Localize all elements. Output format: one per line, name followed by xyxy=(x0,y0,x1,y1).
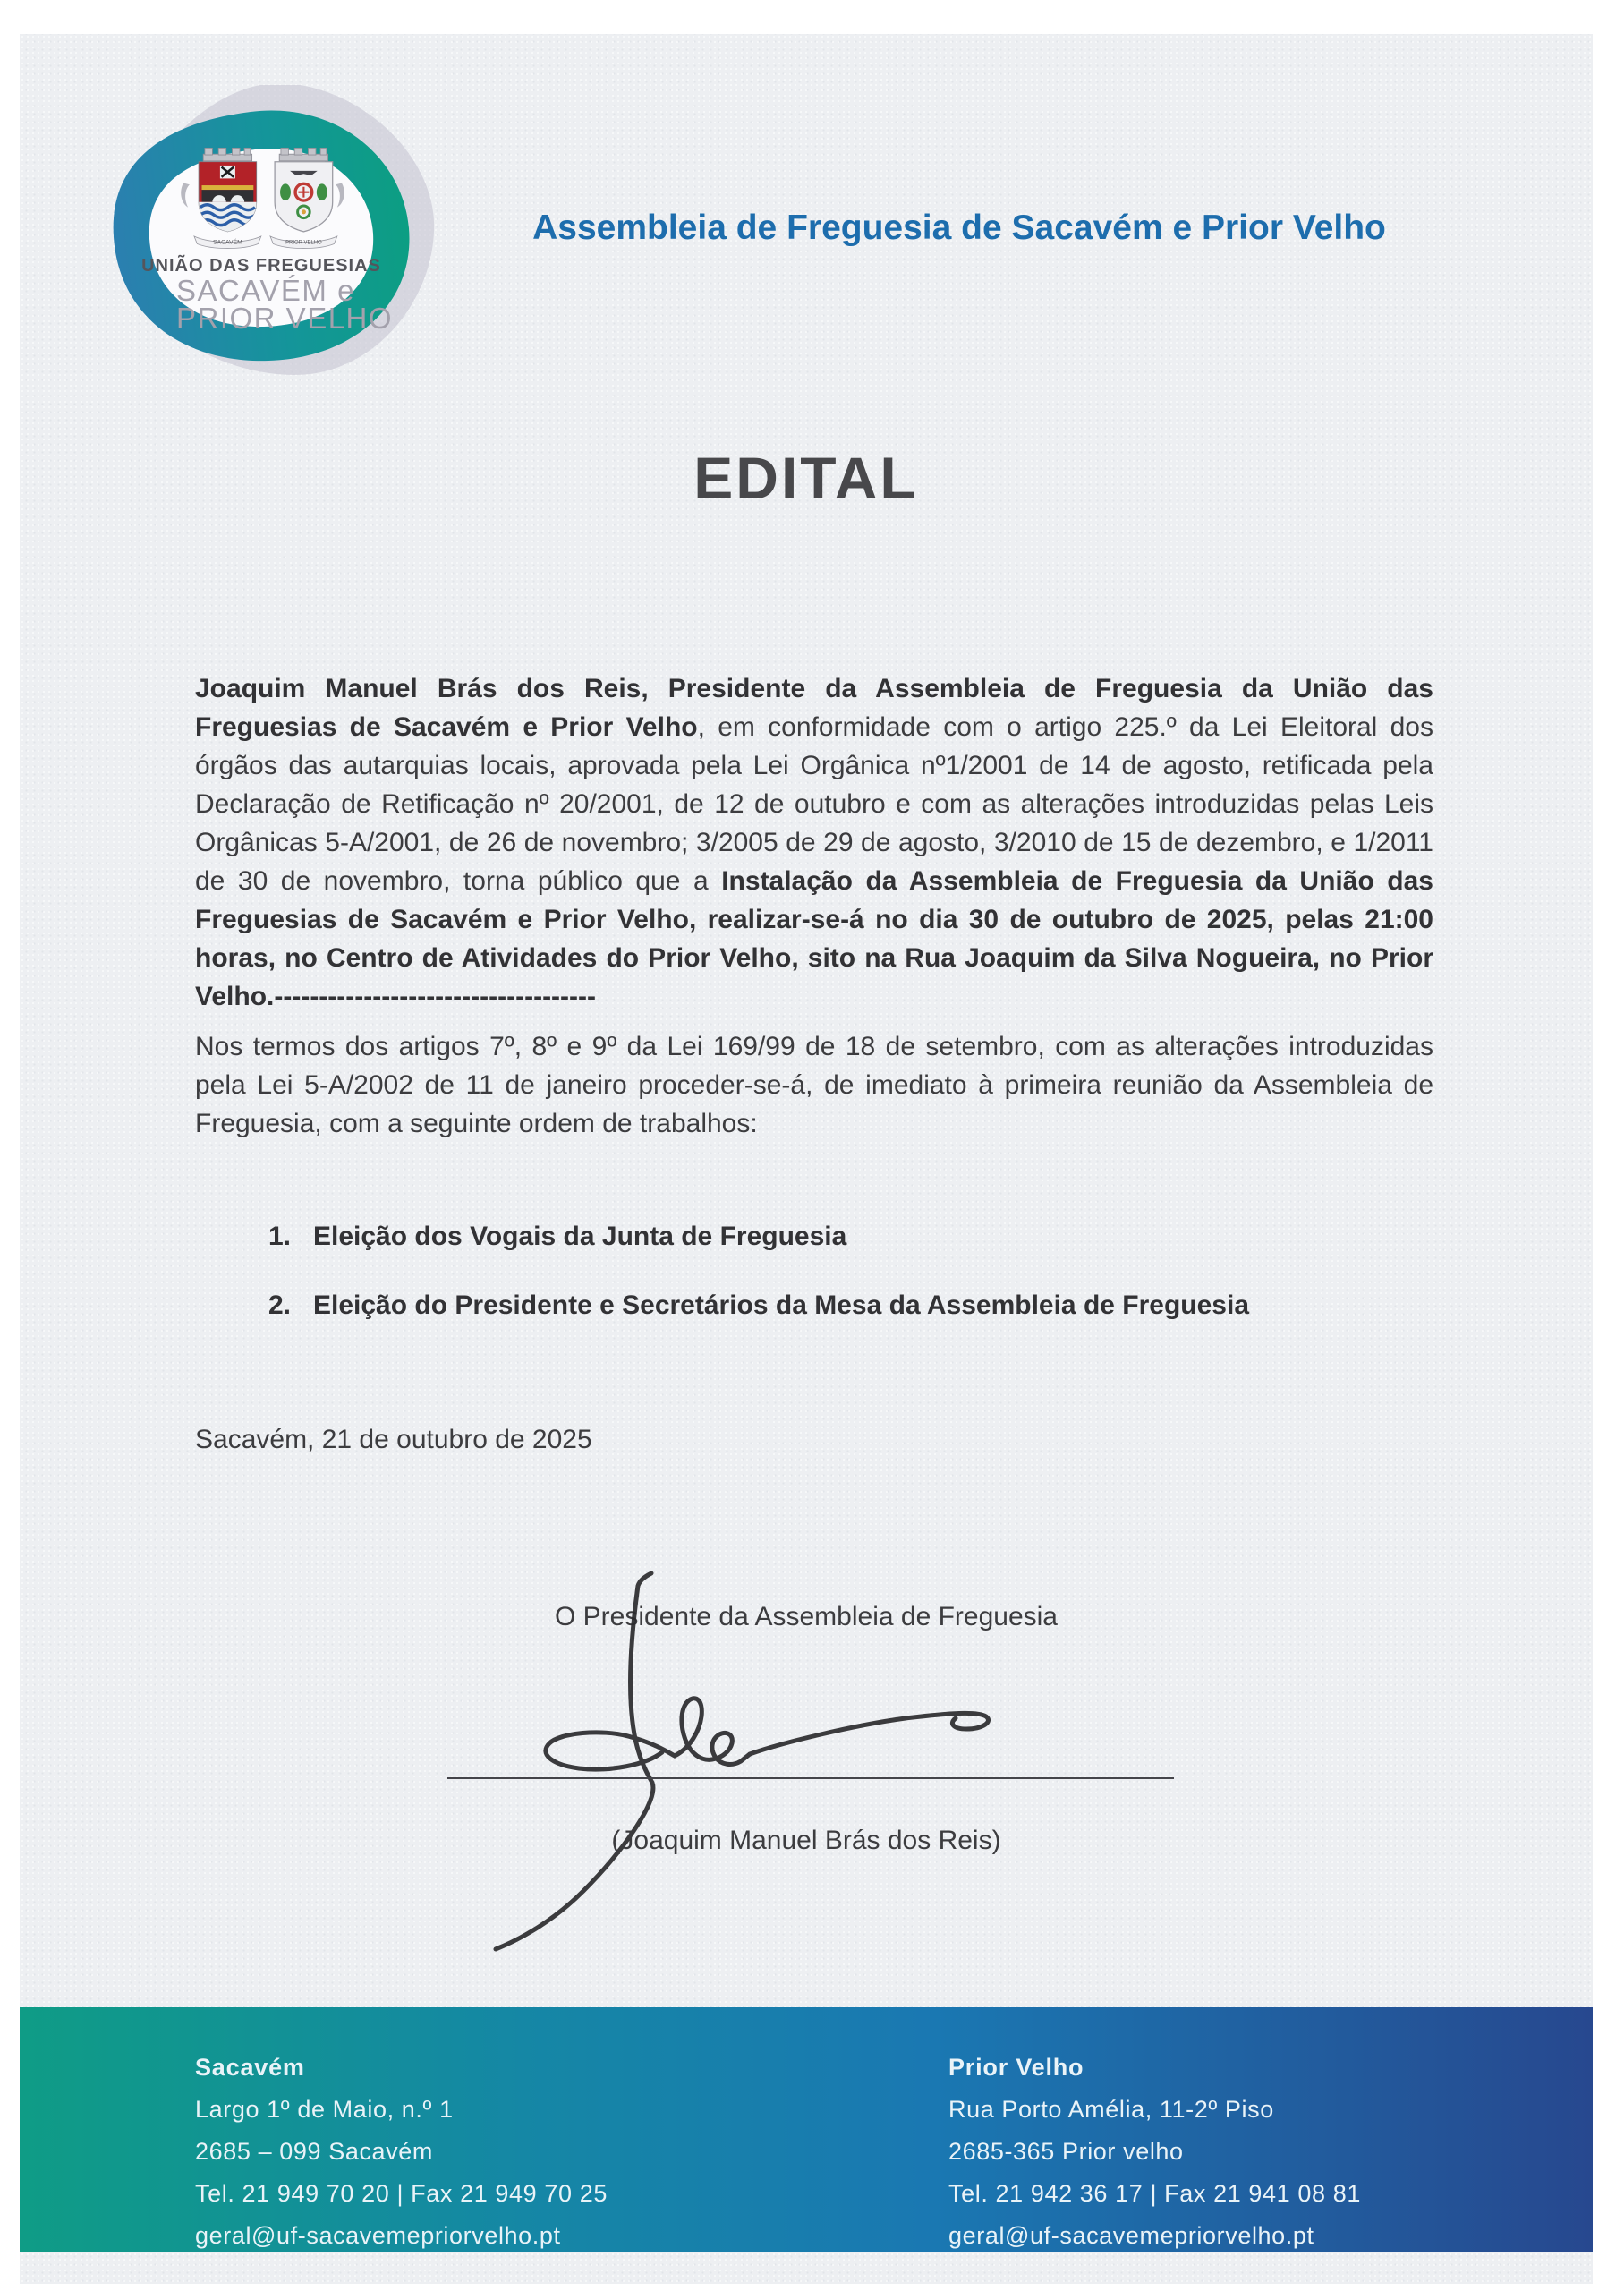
footer-prior-velho-phone: Tel. 21 942 36 17 | Fax 21 941 08 81 xyxy=(948,2180,1361,2207)
signature-name: (Joaquim Manuel Brás dos Reis) xyxy=(611,1826,1001,1855)
footer-prior-velho-postal: 2685-365 Prior velho xyxy=(948,2138,1184,2165)
signature-line xyxy=(447,1777,1174,1779)
footer-sacavem-address: Largo 1º de Maio, n.º 1 xyxy=(195,2096,454,2123)
footer-sacavem-heading: Sacavém xyxy=(195,2054,305,2081)
installation-announcement-bold: Instalação da Assembleia de Freguesia da União das Freguesias de Sacavém e Prior Velho, realizar-se-á no dia 30 de outubro de 2025, pelas 21:00 horas, no Centro de Atividades do Prior Velho, sito na Rua Joaquim da Silva Nogueira, no Prior Velho.------------------------------------ xyxy=(195,866,1433,1011)
agenda-item-1 xyxy=(195,1217,1433,1256)
organization-title: Assembleia de Freguesia de Sacavém e Prior Velho xyxy=(532,209,1386,247)
footer-sacavem-column xyxy=(195,2047,608,2257)
prior-velho-banner-label: PRIOR VELHO xyxy=(285,240,322,246)
agenda-item-2-number: 2. xyxy=(268,1290,292,1320)
footer-prior-velho-column xyxy=(948,2047,1361,2257)
place-date-line: Sacavém, 21 de outubro de 2025 xyxy=(195,1425,592,1454)
paragraph-legal-notice xyxy=(195,669,1433,1016)
agenda-list xyxy=(195,1217,1433,1355)
agenda-item-1-number: 1. xyxy=(268,1222,292,1251)
footer-prior-velho-email: geral@uf-sacavemepriorvelho.pt xyxy=(948,2222,1314,2249)
paragraph-procedure: Nos termos dos artigos 7º, 8º e 9º da Lei 169/99 de 18 de setembro, com as alterações introduzidas pela Lei 5-A/2002 de 11 de janeiro proceder-se-á, de imediato à primeira reunião da Assembleia de Freguesia, com a seguinte ordem de trabalhos: xyxy=(195,1032,1433,1138)
logo-line-sacavem: SACAVÉM e xyxy=(176,274,355,307)
document-paper xyxy=(20,34,1593,2284)
agenda-item-2-text: Eleição do Presidente e Secretários da Mesa da Assembleia de Freguesia xyxy=(313,1290,1250,1320)
footer-prior-velho-address: Rua Porto Amélia, 11-2º Piso xyxy=(948,2096,1274,2123)
document-title: EDITAL xyxy=(693,445,919,511)
logo-line-prior-velho: PRIOR VELHO xyxy=(176,302,394,335)
agenda-item-2 xyxy=(195,1286,1433,1324)
signature-title: O Presidente da Assembleia de Freguesia xyxy=(555,1602,1058,1631)
footer-sacavem-email: geral@uf-sacavemepriorvelho.pt xyxy=(195,2222,561,2249)
footer-prior-velho-heading: Prior Velho xyxy=(948,2054,1084,2081)
agenda-item-1-text: Eleição dos Vogais da Junta de Freguesia xyxy=(313,1222,847,1251)
president-name-bold: Joaquim Manuel Brás dos Reis, Presidente da Assembleia de Freguesia da União das Freguesias de Sacavém e Prior Velho xyxy=(195,674,1433,742)
handwritten-signature xyxy=(476,1546,1210,1976)
sacavem-banner-label: SACAVÉM xyxy=(213,239,242,246)
union-freguesias-logo-svg xyxy=(85,85,443,385)
union-freguesias-logo xyxy=(85,85,443,385)
logo-line-uniao: UNIÃO DAS FREGUESIAS xyxy=(141,256,381,276)
footer-contact-band xyxy=(20,2007,1593,2252)
footer-sacavem-postal: 2685 – 099 Sacavém xyxy=(195,2138,433,2165)
footer-sacavem-phone: Tel. 21 949 70 20 | Fax 21 949 70 25 xyxy=(195,2180,608,2207)
legal-text-regular: , em conformidade com o artigo 225.º da Lei Eleitoral dos órgãos das autarquias locais, aprovada pela Lei Orgânica nº1/2001 de 14 de agosto, retificada pela Declaração de Retificação nº 20/2001, de 12 de outubro e com as alterações introduzidas pelas Leis Orgânicas 5-A/2001, de 26 de novembro; 3/2005 de 29 de agosto, 3/2010 de 15 de dezembro, e 1/2011 de 30 de novembro, torna público que a xyxy=(195,712,1433,896)
